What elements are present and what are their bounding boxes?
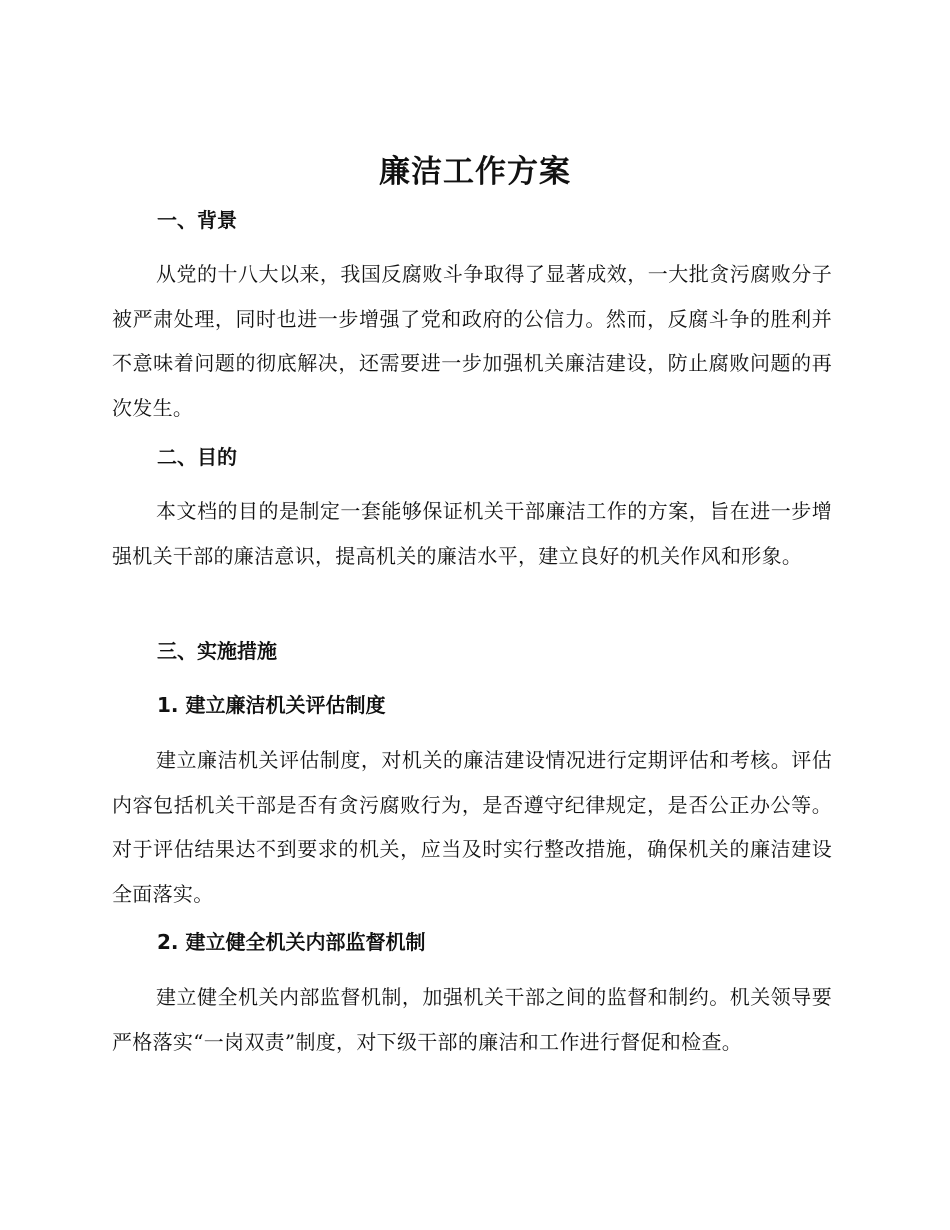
section-heading-background: 一、背景 — [157, 208, 237, 232]
subsection-paragraph-evaluation: 建立廉洁机关评估制度，对机关的廉洁建设情况进行定期评估和考核。评估内容包括机关干部是否有贪污腐败行为，是否遵守纪律规定，是否公正办公等。对于评估结果达不到要求的机关，应当及时实行整改措施，确保机关的廉洁建设全面落实。 — [112, 748, 832, 906]
subsection-heading-evaluation: 1. 建立廉洁机关评估制度 — [157, 693, 386, 717]
subsection-heading-supervision: 2. 建立健全机关内部监督机制 — [157, 930, 426, 954]
section-paragraph-background: 从党的十八大以来，我国反腐败斗争取得了显著成效，一大批贪污腐败分子被严肃处理，同时也进一步增强了党和政府的公信力。然而，反腐斗争的胜利并不意味着问题的彻底解决，还需要进一步加强机关廉洁建设，防止腐败问题的再次发生。 — [112, 262, 832, 420]
section-paragraph-purpose: 本文档的目的是制定一套能够保证机关干部廉洁工作的方案，旨在进一步增强机关干部的廉洁意识，提高机关的廉洁水平，建立良好的机关作风和形象。 — [112, 499, 832, 568]
section-heading-measures: 三、实施措施 — [157, 639, 277, 663]
section-heading-purpose: 二、目的 — [157, 445, 237, 469]
subsection-paragraph-supervision: 建立健全机关内部监督机制，加强机关干部之间的监督和制约。机关领导要严格落实“一岗双责”制度，对下级干部的廉洁和工作进行督促和检查。 — [112, 985, 832, 1054]
document-title: 廉洁工作方案 — [379, 154, 571, 190]
